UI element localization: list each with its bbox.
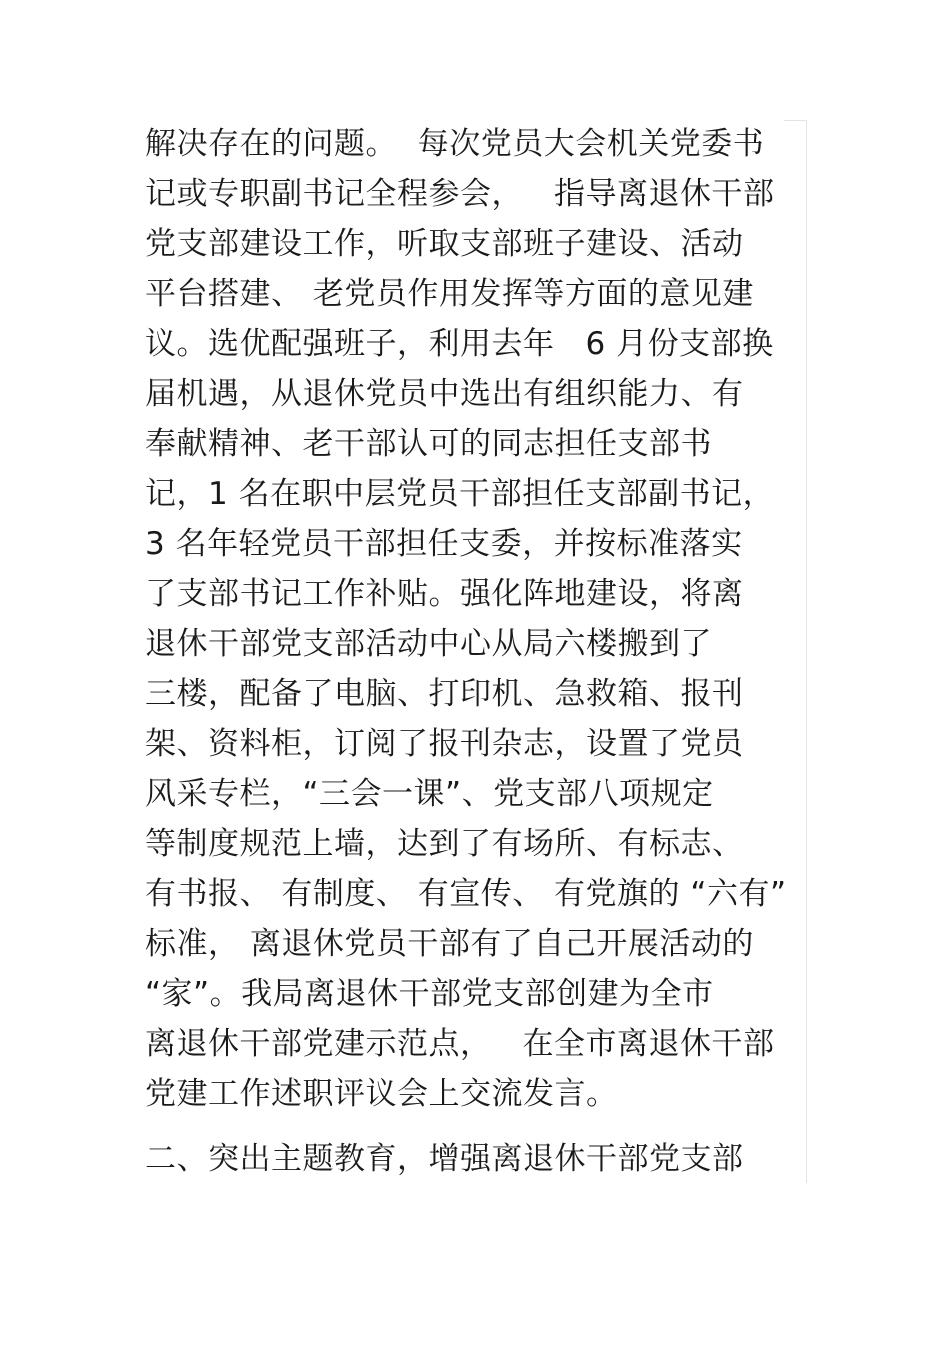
text-line: 离退休干部党建示范点， 在全市离退休干部 (145, 1026, 775, 1062)
text-line: 3 名年轻党员干部担任支委，并按标准落实 (145, 526, 743, 562)
text-line: 党建工作述职评议会上交流发言。 (145, 1076, 618, 1112)
document-body (145, 119, 805, 1184)
text-line: 记或专职副书记全程参会， 指导离退休干部 (145, 176, 775, 212)
text-line: 解决存在的问题。 每次党员大会机关党委书 (145, 126, 765, 162)
text-line: 等制度规范上墙，达到了有场所、有标志、 (145, 826, 744, 862)
text-line: 平台搭建、 老党员作用发挥等方面的意见建 (145, 276, 754, 312)
paragraph-1 (145, 119, 805, 1119)
paragraph-spacer (145, 1119, 805, 1134)
page-border-right (806, 120, 807, 1183)
text-line: 奉献精神、老干部认可的同志担任支部书 (145, 426, 712, 462)
text-line: 三楼，配备了电脑、打印机、急救箱、报刊 (145, 676, 744, 712)
text-line: 了支部书记工作补贴。强化阵地建设，将离 (145, 576, 744, 612)
text-line: 风采专栏，“三会一课”、党支部八项规定 (145, 776, 714, 812)
text-line: “家”。我局离退休干部党支部创建为全市 (145, 976, 714, 1012)
text-line: 党支部建设工作，听取支部班子建设、活动 (145, 226, 744, 262)
paragraph-2 (145, 1134, 805, 1184)
text-line: 议。选优配强班子，利用去年 6 月份支部换 (145, 326, 774, 362)
text-line: 记，1 名在职中层党员干部担任支部副书记， (145, 476, 775, 512)
text-line: 届机遇，从退休党员中选出有组织能力、有 (145, 376, 744, 412)
text-line: 有书报、 有制度、 有宣传、 有党旗的 “六有” (145, 876, 787, 912)
text-line: 标准， 离退休党员干部有了自己开展活动的 (145, 926, 754, 962)
text-line: 退休干部党支部活动中心从局六楼搬到了 (145, 626, 712, 662)
section-heading-line: 二、突出主题教育，增强离退休干部党支部 (145, 1141, 744, 1177)
text-line: 架、资料柜，订阅了报刊杂志，设置了党员 (145, 726, 744, 762)
